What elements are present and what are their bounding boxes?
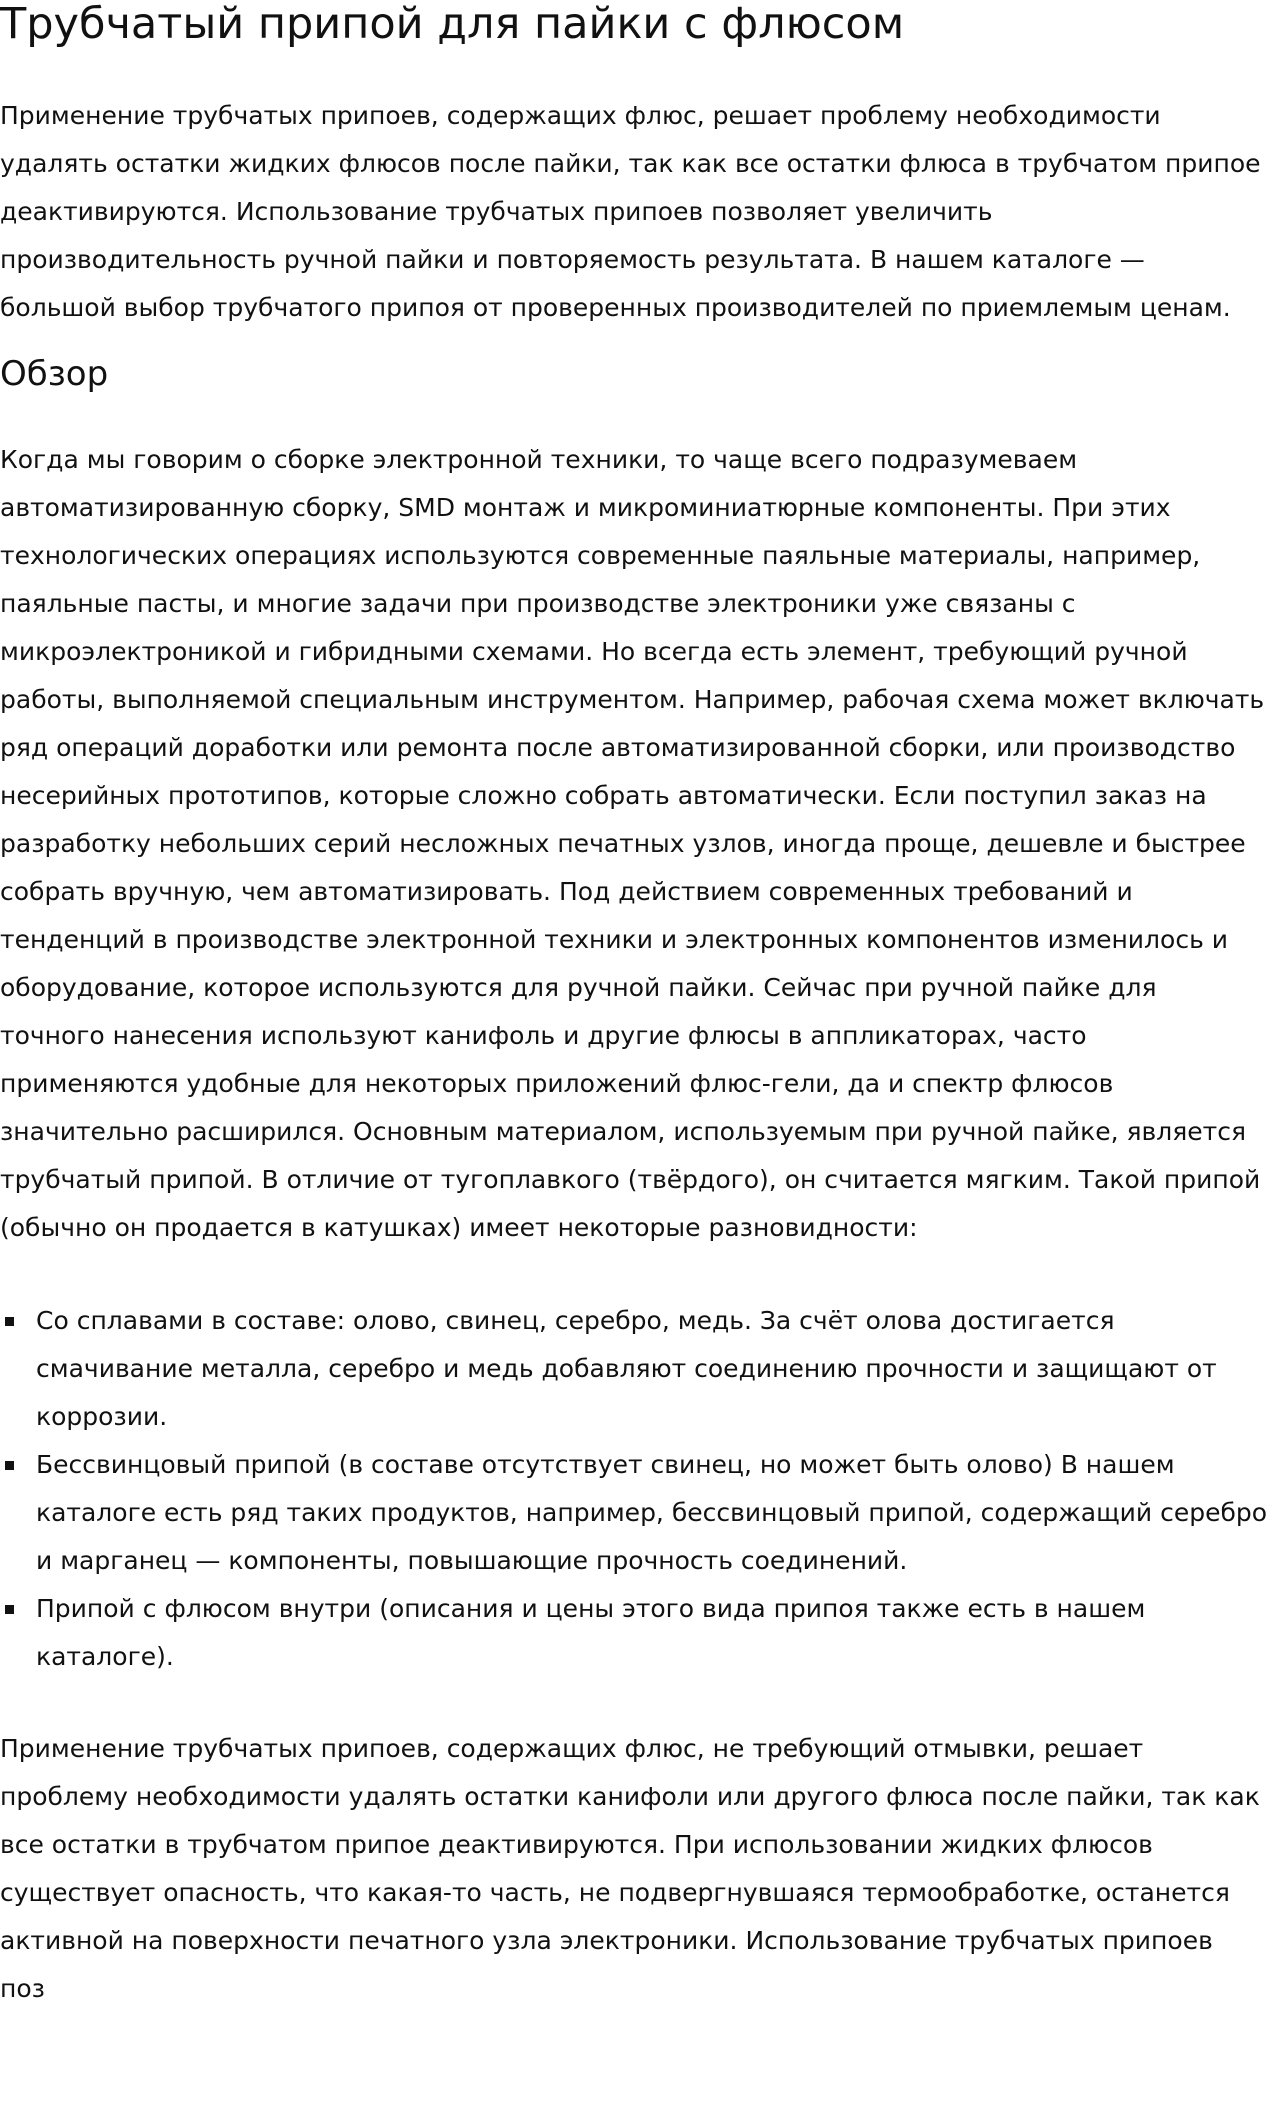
section-heading-overview: Обзор <box>0 354 109 394</box>
square-bullet-icon <box>5 1461 14 1470</box>
solder-types-list <box>0 1297 1270 1681</box>
list-item-text: Припой с флюсом внутри (описания и цены этого вида припоя также есть в нашем каталоге). <box>36 1594 1146 1671</box>
list-item <box>0 1441 1268 1585</box>
outro-paragraph: Применение трубчатых припоев, содержащих флюс, не требующий отмывки, решает проблему необходимости удалять остатки канифоли или другого флюса после пайки, так как все остатки в трубчатом припое деактивируются. При использовании жидких флюсов существует опасность, что какая-то часть, не подвергнувшаяся термообработке, останется активной на поверхности печатного узла электроники. Использование трубчатых припоев поз <box>0 1734 1260 2003</box>
list-item <box>0 1297 1268 1441</box>
intro-paragraph: Применение трубчатых припоев, содержащих флюс, решает проблему необходимости удалять остатки жидких флюсов после пайки, так как все остатки флюса в трубчатом припое деактивируются. Использование трубчатых припоев позволяет увеличить производительность ручной пайки и повторяемость результата. В нашем каталоге — большой выбор трубчатого припоя от проверенных производителей по приемлемым ценам. <box>0 101 1261 322</box>
square-bullet-icon <box>5 1317 14 1326</box>
overview-paragraph: Когда мы говорим о сборке электронной техники, то чаще всего подразумеваем автоматизированную сборку, SMD монтаж и микроминиатюрные компоненты. При этих технологических операциях используются современные паяльные материалы, например, паяльные пасты, и многие задачи при производстве электроники уже связаны с микроэлектроникой и гибридными схемами. Но всегда есть элемент, требующий ручной работы, выполняемой специальным инструментом. Например, рабочая схема может включать ряд операций доработки или ремонта после автоматизированной сборки, или производство несерийных прототипов, которые сложно собрать автоматически. Если поступил заказ на разработку небольших серий несложных печатных узлов, иногда проще, дешевле и быстрее собрать вручную, чем автоматизировать. Под действием современных требований и тенденций в производстве электронной техники и электронных компонентов изменилось и оборудование, которое используются для ручной пайки. Сейчас при ручной пайке для точного нанесения используют канифоль и другие флюсы в аппликаторах, часто применяются удобные для некоторых приложений флюс-гели, да и спектр флюсов значительно расширился. Основным материалом, используемым при ручной пайке, является трубчатый припой. В отличие от тугоплавкого (твёрдого), он считается мягким. Такой припой (обычно он продается в катушках) имеет некоторые разновидности: <box>0 445 1265 1242</box>
square-bullet-icon <box>5 1605 14 1614</box>
list-item-text: Бессвинцовый припой (в составе отсутствует свинец, но может быть олово) В нашем каталоге есть ряд таких продуктов, например, бессвинцовый припой, содержащий серебро и марганец — компоненты, повышающие прочность соединений. <box>36 1450 1268 1575</box>
list-item <box>0 1585 1268 1681</box>
page-title: Трубчатый припой для пайки с флюсом <box>0 0 905 49</box>
list-item-text: Со сплавами в составе: олово, свинец, серебро, медь. За счёт олова достигается смачивание металла, серебро и медь добавляют соединению прочности и защищают от коррозии. <box>36 1306 1217 1431</box>
